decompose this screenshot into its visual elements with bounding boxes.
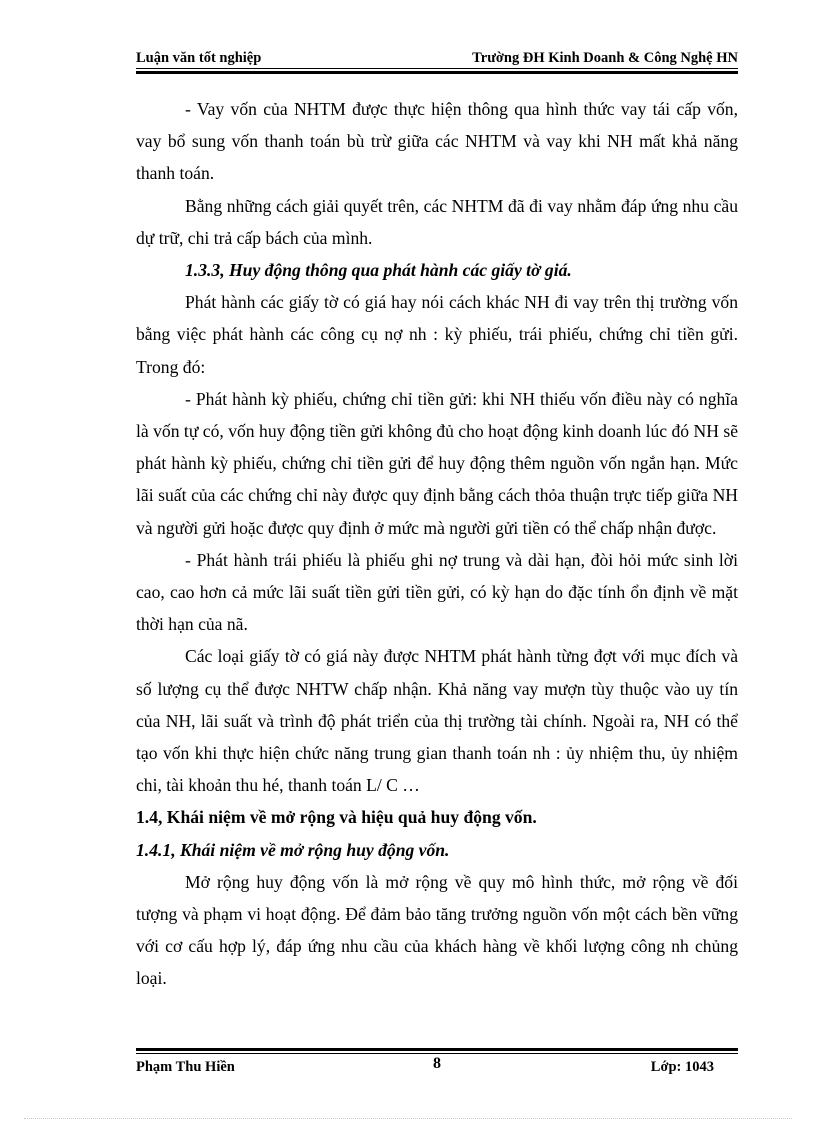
section-heading-1-4: 1.4, Khái niệm về mở rộng và hiệu quả huy động vốn. [136, 807, 537, 828]
header-rule-thick [136, 71, 738, 74]
page-footer [136, 1055, 738, 1077]
paragraph: Bằng những cách giải quyết trên, các NHTM đã đi vay nhằm đáp ứng nhu cầu dự trữ, chi trả cấp bách của mình. [136, 195, 738, 248]
page-edge-divider [24, 1118, 792, 1119]
section-heading-1-4-1: 1.4.1, Khái niệm về mở rộng huy động vốn. [136, 839, 450, 860]
paragraph: - Phát hành trái phiếu là phiếu ghi nợ trung và dài hạn, đòi hỏi mức sinh lời cao, cao hơn cả mức lãi suất tiền gửi tiền gửi, có kỳ hạn do đặc tính ổn định về mặt thời hạn của nã. [136, 549, 738, 635]
body-text [136, 93, 738, 995]
footer-rule-thin [136, 1053, 738, 1054]
paragraph: Các loại giấy tờ có giá này được NHTM phát hành từng đợt với mục đích và số lượng cụ thể được NHTW chấp nhận. Khả năng vay mượn tùy thuộc vào uy tín của NH, lãi suất và trình độ phát triển của thị trường tài chính. Ngoài ra, NH có thể tạo vốn khi thực hiện chức năng trung gian thanh toán nh : ủy nhiệm thu, ủy nhiệm chi, tài khoản thu hé, thanh toán L/ C … [136, 646, 738, 796]
header-rule-thin [136, 68, 738, 69]
paragraph: Mở rộng huy động vốn là mở rộng về quy mô hình thức, mở rộng về đối tượng và phạm vi hoạt động. Để đảm bảo tăng trưởng nguồn vốn một cách bền vững với cơ cấu hợp lý, đáp ứng nhu cầu của khách hàng về khối lượng công nh chủng loại. [136, 871, 738, 989]
footer-author: Phạm Thu Hiền [136, 1059, 235, 1075]
page-header [136, 50, 738, 68]
footer-class: Lớp: 1043 [650, 1059, 714, 1075]
header-thesis-label: Luận văn tốt nghiệp [136, 50, 262, 66]
header-university: Trường ĐH Kinh Doanh & Công Nghệ HN [472, 50, 738, 66]
page-number: 8 [433, 1055, 441, 1072]
paragraph: - Vay vốn của NHTM được thực hiện thông qua hình thức vay tái cấp vốn, vay bổ sung vốn thanh toán bù trừ giữa các NHTM và vay khi NH mất khả năng thanh toán. [136, 99, 738, 184]
paragraph: Phát hành các giấy tờ có giá hay nói cách khác NH đi vay trên thị trường vốn bằng việc phát hành các công cụ nợ nh : kỳ phiếu, trái phiếu, chứng chỉ tiền gửi. Trong đó: [136, 292, 738, 377]
section-heading-1-3-3: 1.3.3, Huy động thông qua phát hành các giấy tờ giá. [185, 260, 572, 281]
footer-rule-thick [136, 1048, 738, 1051]
paragraph: - Phát hành kỳ phiếu, chứng chỉ tiền gửi: khi NH thiếu vốn điều này có nghĩa là vốn tự có, vốn huy động tiền gửi không đủ cho hoạt động kinh doanh lúc đó NH sẽ phát hành kỳ phiếu, chứng chỉ tiền gửi để huy động thêm nguồn vốn ngắn hạn. Mức lãi suất của các chứng chỉ này được quy định bằng cách thỏa thuận trực tiếp giữa NH và người gửi hoặc được quy định ở mức mà người gửi tiền có thể chấp nhận được. [136, 388, 738, 538]
